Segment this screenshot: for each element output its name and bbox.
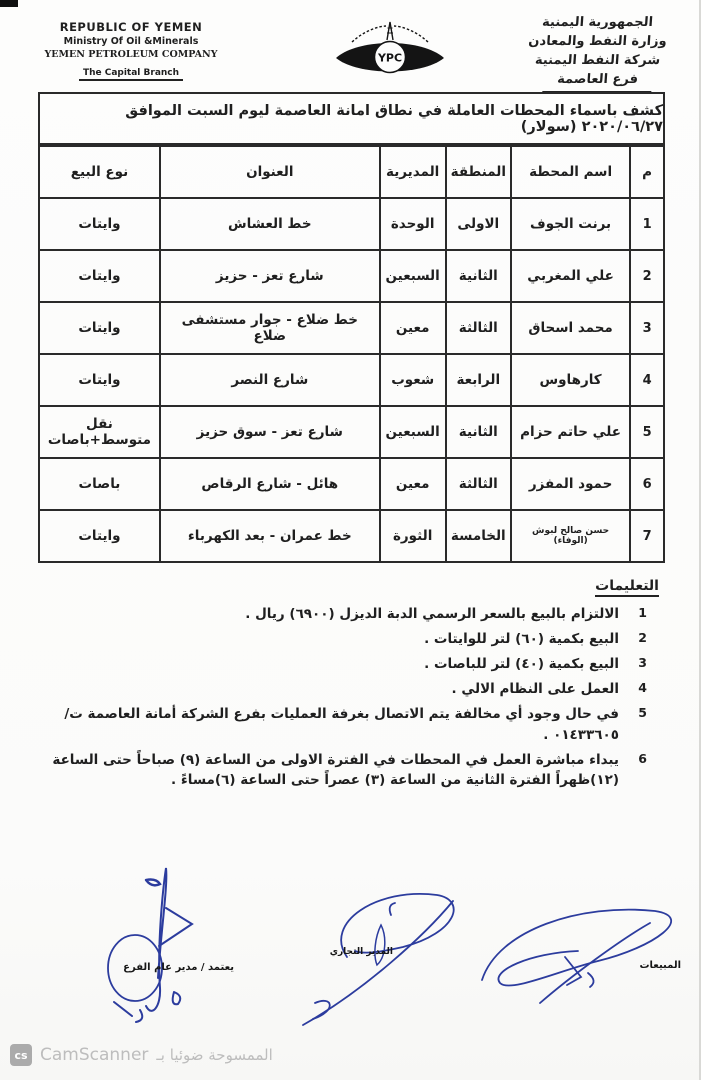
cell-sale-type: وايتات: [39, 198, 160, 250]
instruction-item: [34, 629, 661, 650]
cell-station-name: كارهاوس: [511, 354, 630, 406]
instruction-item: [34, 704, 661, 746]
table-header-row: [39, 146, 664, 198]
document-title-box: [38, 92, 665, 145]
instruction-number: 2: [638, 629, 647, 645]
cell-address: هائل - شارع الرقاص: [160, 458, 380, 510]
cell-district: السبعين: [380, 250, 446, 302]
cell-district: شعوب: [380, 354, 446, 406]
cell-address: خط العشاش: [160, 198, 380, 250]
ministry-name-en: Ministry Of Oil &Minerals: [63, 36, 199, 47]
cell-station-name: حسن صالح لبوش (الوفاء): [511, 510, 630, 562]
cell-no: 6: [630, 458, 664, 510]
table-row: [39, 250, 664, 302]
signature-commercial-director: [285, 885, 485, 1035]
instructions-section: [34, 575, 661, 795]
header-sale-type: نوع البيع: [39, 146, 160, 198]
cell-district: السبعين: [380, 406, 446, 458]
ypc-logo-icon: [330, 16, 450, 88]
table-row: [39, 354, 664, 406]
camscanner-brand: CamScanner: [40, 1045, 149, 1065]
cell-sale-type: وايتات: [39, 250, 160, 302]
signature-sales: [470, 895, 685, 1025]
cell-no: 1: [630, 198, 664, 250]
instruction-text: يبداء مباشرة العمل في المحطات في الفترة الاولى من الساعة (٩) صباحاً حتى الساعة (١٢)ظهراً الفترة الثانية من الساعة (٣) عصراً حتى الساعة (٦)مساءً .: [52, 751, 619, 789]
logo-text: YPC: [377, 51, 403, 65]
cell-no: 3: [630, 302, 664, 354]
instructions-heading: التعليمات: [595, 578, 659, 597]
instruction-number: 1: [638, 605, 647, 620]
cell-zone: الثانية: [446, 250, 511, 302]
cell-district: الوحدة: [380, 198, 446, 250]
cell-station-name: محمد اسحاق: [511, 302, 630, 354]
instruction-item: [34, 604, 661, 625]
signature-branch-manager: [62, 860, 262, 1025]
signature-ink-icon: [285, 885, 485, 1035]
cell-no: 2: [630, 250, 664, 302]
cell-district: معين: [380, 302, 446, 354]
cell-station-name: حمود المفزر: [511, 458, 630, 510]
cell-zone: الثالثة: [446, 458, 511, 510]
letterhead-english: [22, 20, 240, 81]
instruction-number: 5: [638, 704, 647, 720]
camscanner-badge-icon: cs: [10, 1044, 32, 1066]
instruction-item: [34, 679, 661, 700]
instruction-item: [34, 654, 661, 675]
cell-zone: الخامسة: [446, 510, 511, 562]
cell-sale-type: وايتات: [39, 354, 160, 406]
header-zone: المنطقة: [446, 146, 511, 198]
company-name-ar: شركة النفط اليمنية: [534, 52, 661, 68]
instruction-text: البيع بكمية (٦٠) لتر للوايتات .: [424, 630, 619, 647]
table-row: [39, 198, 664, 250]
camscanner-watermark: [10, 1044, 273, 1066]
cell-no: 4: [630, 354, 664, 406]
instruction-text: البيع بكمية (٤٠) لتر للباصات .: [424, 655, 619, 672]
header-station-name: اسم المحطة: [511, 146, 630, 198]
document-title: كشف باسماء المحطات العاملة في نطاق امانة العاصمة ليوم السبت الموافق ٢٠٢٠/٠٦/٢٧ (سولار): [125, 102, 663, 135]
table-row: [39, 458, 664, 510]
letterhead-arabic: [510, 14, 685, 92]
instruction-text: في حال وجود أي مخالفة يتم الاتصال بغرفة العمليات بفرع الشركة أمانة العاصمة ت/٠١٤٣٣٦٠٥ .: [64, 705, 619, 743]
instruction-item: [34, 750, 661, 792]
cell-sale-type: وايتات: [39, 510, 160, 562]
header-no: م: [630, 146, 664, 198]
cell-address: شارع تعز - حزيز: [160, 250, 380, 302]
table-row: [39, 510, 664, 562]
cell-station-name: علي المغربي: [511, 250, 630, 302]
ministry-name-ar: وزارة النفط والمعادن: [527, 33, 668, 49]
cell-district: الثورة: [380, 510, 446, 562]
scan-artifact: [0, 0, 18, 7]
branch-name-ar: فرع العاصمة: [542, 71, 652, 93]
signature-ink-icon: [62, 860, 262, 1025]
instruction-number: 6: [638, 750, 647, 766]
cell-address: شارع النصر: [160, 354, 380, 406]
cell-zone: الثالثة: [446, 302, 511, 354]
instruction-text: العمل على النظام الالي .: [451, 680, 619, 697]
cell-no: 5: [630, 406, 664, 458]
cell-address: شارع تعز - سوق حزيز: [160, 406, 380, 458]
cell-zone: الثانية: [446, 406, 511, 458]
letterhead: [0, 14, 699, 94]
cell-district: معين: [380, 458, 446, 510]
camscanner-arabic-text: الممسوحة ضوئيا بـ: [156, 1046, 273, 1064]
cell-station-name: علي حاتم حزام: [511, 406, 630, 458]
instruction-text: الالتزام بالبيع بالسعر الرسمي الدبة الديزل (٦٩٠٠) ريال .: [245, 606, 619, 622]
cell-address: خط عمران - بعد الكهرباء: [160, 510, 380, 562]
country-name-en: REPUBLIC OF YEMEN: [59, 20, 203, 34]
signatures-area: [0, 850, 701, 1040]
cell-address: خط ضلاع - جوار مستشفى ضلاع: [160, 302, 380, 354]
table-row: [39, 406, 664, 458]
signature-label: يعتمد / مدير عام الفرع: [123, 962, 234, 973]
header-district: المديرية: [380, 146, 446, 198]
branch-name-en: The Capital Branch: [79, 68, 183, 81]
cell-zone: الرابعة: [446, 354, 511, 406]
country-name-ar: الجمهورية اليمنية: [541, 15, 654, 30]
instruction-number: 3: [638, 654, 647, 670]
cell-sale-type: وايتات: [39, 302, 160, 354]
company-name-en: YEMEN PETROLEUM COMPANY: [44, 49, 218, 60]
table-row: [39, 302, 664, 354]
stations-table: [38, 145, 665, 563]
cell-sale-type: نقل متوسط+باصات: [39, 406, 160, 458]
instruction-number: 4: [638, 679, 647, 695]
header-address: العنوان: [160, 146, 380, 198]
cell-zone: الاولى: [446, 198, 511, 250]
cell-no: 7: [630, 510, 664, 562]
signature-label: المبيعات: [639, 960, 681, 971]
cell-sale-type: باصات: [39, 458, 160, 510]
cell-station-name: برنت الجوف: [511, 198, 630, 250]
signature-label: المدير التجاري: [329, 947, 393, 957]
